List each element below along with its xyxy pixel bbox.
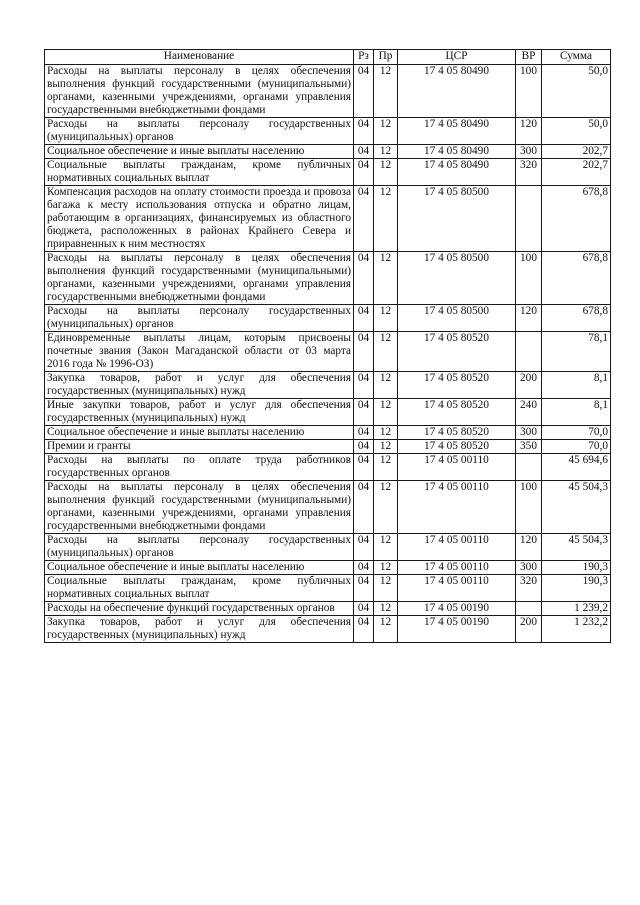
cell-rz: 04 xyxy=(354,65,374,118)
cell-pr: 12 xyxy=(374,561,398,575)
cell-rz: 04 xyxy=(354,252,374,305)
cell-rz: 04 xyxy=(354,616,374,643)
table-header xyxy=(45,50,611,65)
cell-sum: 45 694,6 xyxy=(542,454,611,481)
cell-vr: 200 xyxy=(516,616,542,643)
cell-pr: 12 xyxy=(374,159,398,186)
table-row xyxy=(45,65,611,118)
cell-sum: 678,8 xyxy=(542,252,611,305)
cell-name: Закупка товаров, работ и услуг для обеспечения государственных (муниципальных) нужд xyxy=(45,372,354,399)
cell-pr: 12 xyxy=(374,440,398,454)
cell-csr: 17 4 05 00190 xyxy=(398,616,516,643)
cell-csr: 17 4 05 80520 xyxy=(398,399,516,426)
cell-vr: 300 xyxy=(516,426,542,440)
cell-sum: 45 504,3 xyxy=(542,481,611,534)
cell-sum: 190,3 xyxy=(542,561,611,575)
header-csr: ЦСР xyxy=(398,50,516,65)
table-row xyxy=(45,252,611,305)
cell-csr: 17 4 05 80520 xyxy=(398,440,516,454)
cell-sum: 1 239,2 xyxy=(542,602,611,616)
table-row xyxy=(45,561,611,575)
cell-csr: 17 4 05 00110 xyxy=(398,561,516,575)
cell-name: Расходы на выплаты персоналу в целях обеспечения выполнения функций государственными (муниципальными) органами, казенными учреждениями, органами управления государственными внебюджетными фондами xyxy=(45,65,354,118)
cell-vr: 120 xyxy=(516,534,542,561)
table-row xyxy=(45,332,611,372)
cell-rz: 04 xyxy=(354,159,374,186)
cell-csr: 17 4 05 80500 xyxy=(398,252,516,305)
cell-sum: 70,0 xyxy=(542,426,611,440)
cell-sum: 78,1 xyxy=(542,332,611,372)
cell-rz: 04 xyxy=(354,561,374,575)
header-pr: Пр xyxy=(374,50,398,65)
table-row xyxy=(45,454,611,481)
table-row xyxy=(45,426,611,440)
cell-csr: 17 4 05 80490 xyxy=(398,159,516,186)
cell-pr: 12 xyxy=(374,534,398,561)
cell-pr: 12 xyxy=(374,305,398,332)
cell-name: Расходы на выплаты персоналу государственных (муниципальных) органов xyxy=(45,534,354,561)
table-row xyxy=(45,159,611,186)
cell-sum: 70,0 xyxy=(542,440,611,454)
cell-csr: 17 4 05 00190 xyxy=(398,602,516,616)
cell-rz: 04 xyxy=(354,332,374,372)
cell-rz: 04 xyxy=(354,575,374,602)
cell-rz: 04 xyxy=(354,481,374,534)
table-row xyxy=(45,534,611,561)
table-row xyxy=(45,305,611,332)
cell-pr: 12 xyxy=(374,252,398,305)
cell-vr: 350 xyxy=(516,440,542,454)
table-row xyxy=(45,399,611,426)
table-row xyxy=(45,481,611,534)
cell-pr: 12 xyxy=(374,145,398,159)
cell-vr xyxy=(516,332,542,372)
header-row xyxy=(45,50,611,65)
cell-rz: 04 xyxy=(354,454,374,481)
cell-rz: 04 xyxy=(354,372,374,399)
cell-csr: 17 4 05 80500 xyxy=(398,186,516,252)
cell-csr: 17 4 05 80490 xyxy=(398,65,516,118)
cell-rz: 04 xyxy=(354,186,374,252)
cell-name: Расходы на выплаты по оплате труда работников государственных органов xyxy=(45,454,354,481)
cell-vr: 100 xyxy=(516,65,542,118)
header-name: Наименование xyxy=(45,50,354,65)
budget-table xyxy=(44,49,611,643)
cell-pr: 12 xyxy=(374,602,398,616)
table-row xyxy=(45,602,611,616)
cell-vr xyxy=(516,186,542,252)
cell-csr: 17 4 05 80520 xyxy=(398,426,516,440)
cell-name: Расходы на выплаты персоналу в целях обеспечения выполнения функций государственными (муниципальными) органами, казенными учреждениями, органами управления государственными внебюджетными фондами xyxy=(45,252,354,305)
table-row xyxy=(45,616,611,643)
cell-sum: 190,3 xyxy=(542,575,611,602)
cell-name: Социальные выплаты гражданам, кроме публичных нормативных социальных выплат xyxy=(45,575,354,602)
cell-pr: 12 xyxy=(374,426,398,440)
cell-vr: 100 xyxy=(516,252,542,305)
cell-name: Социальное обеспечение и иные выплаты населению xyxy=(45,426,354,440)
cell-csr: 17 4 05 80520 xyxy=(398,372,516,399)
cell-name: Компенсация расходов на оплату стоимости проезда и провоза багажа к месту использования отпуска и обратно лицам, работающим в организациях, финансируемых из областного бюджета, расположенных в районах Крайнего Севера и приравненных к ним местностях xyxy=(45,186,354,252)
table-row xyxy=(45,575,611,602)
cell-rz: 04 xyxy=(354,145,374,159)
cell-sum: 8,1 xyxy=(542,372,611,399)
cell-vr xyxy=(516,454,542,481)
cell-rz: 04 xyxy=(354,534,374,561)
cell-sum: 50,0 xyxy=(542,65,611,118)
table-row xyxy=(45,440,611,454)
table-body xyxy=(45,65,611,643)
cell-csr: 17 4 05 00110 xyxy=(398,481,516,534)
cell-csr: 17 4 05 00110 xyxy=(398,575,516,602)
cell-rz: 04 xyxy=(354,118,374,145)
cell-pr: 12 xyxy=(374,65,398,118)
cell-name: Расходы на выплаты персоналу в целях обеспечения выполнения функций государственными (муниципальными) органами, казенными учреждениями, органами управления государственными внебюджетными фондами xyxy=(45,481,354,534)
cell-sum: 202,7 xyxy=(542,145,611,159)
cell-pr: 12 xyxy=(374,616,398,643)
header-sum: Сумма xyxy=(542,50,611,65)
cell-csr: 17 4 05 80490 xyxy=(398,118,516,145)
cell-name: Социальные выплаты гражданам, кроме публичных нормативных социальных выплат xyxy=(45,159,354,186)
cell-sum: 678,8 xyxy=(542,305,611,332)
cell-sum: 1 232,2 xyxy=(542,616,611,643)
cell-sum: 8,1 xyxy=(542,399,611,426)
cell-name: Социальное обеспечение и иные выплаты населению xyxy=(45,145,354,159)
cell-rz: 04 xyxy=(354,602,374,616)
table-row xyxy=(45,372,611,399)
cell-csr: 17 4 05 00110 xyxy=(398,454,516,481)
cell-sum: 202,7 xyxy=(542,159,611,186)
header-vr: ВР xyxy=(516,50,542,65)
cell-csr: 17 4 05 80500 xyxy=(398,305,516,332)
cell-vr xyxy=(516,602,542,616)
cell-pr: 12 xyxy=(374,372,398,399)
cell-sum: 50,0 xyxy=(542,118,611,145)
cell-sum: 45 504,3 xyxy=(542,534,611,561)
cell-pr: 12 xyxy=(374,186,398,252)
cell-pr: 12 xyxy=(374,399,398,426)
cell-name: Единовременные выплаты лицам, которым присвоены почетные звания (Закон Магаданской области от 03 марта 2016 года № 1996-ОЗ) xyxy=(45,332,354,372)
cell-csr: 17 4 05 80520 xyxy=(398,332,516,372)
header-rz: Рз xyxy=(354,50,374,65)
cell-name: Расходы на выплаты персоналу государственных (муниципальных) органов xyxy=(45,118,354,145)
cell-pr: 12 xyxy=(374,118,398,145)
cell-pr: 12 xyxy=(374,454,398,481)
cell-sum: 678,8 xyxy=(542,186,611,252)
cell-vr: 320 xyxy=(516,159,542,186)
cell-vr: 320 xyxy=(516,575,542,602)
cell-name: Иные закупки товаров, работ и услуг для обеспечения государственных (муниципальных) нужд xyxy=(45,399,354,426)
cell-name: Социальное обеспечение и иные выплаты населению xyxy=(45,561,354,575)
cell-vr: 100 xyxy=(516,481,542,534)
table-row xyxy=(45,186,611,252)
cell-name: Расходы на обеспечение функций государственных органов xyxy=(45,602,354,616)
cell-name: Закупка товаров, работ и услуг для обеспечения государственных (муниципальных) нужд xyxy=(45,616,354,643)
table-row xyxy=(45,145,611,159)
cell-vr: 120 xyxy=(516,305,542,332)
cell-rz: 04 xyxy=(354,305,374,332)
cell-rz: 04 xyxy=(354,440,374,454)
cell-csr: 17 4 05 80490 xyxy=(398,145,516,159)
cell-vr: 120 xyxy=(516,118,542,145)
cell-vr: 300 xyxy=(516,145,542,159)
cell-pr: 12 xyxy=(374,332,398,372)
table-row xyxy=(45,118,611,145)
cell-vr: 300 xyxy=(516,561,542,575)
cell-name: Премии и гранты xyxy=(45,440,354,454)
cell-vr: 200 xyxy=(516,372,542,399)
cell-pr: 12 xyxy=(374,575,398,602)
cell-pr: 12 xyxy=(374,481,398,534)
cell-rz: 04 xyxy=(354,426,374,440)
cell-rz: 04 xyxy=(354,399,374,426)
cell-name: Расходы на выплаты персоналу государственных (муниципальных) органов xyxy=(45,305,354,332)
cell-vr: 240 xyxy=(516,399,542,426)
cell-csr: 17 4 05 00110 xyxy=(398,534,516,561)
